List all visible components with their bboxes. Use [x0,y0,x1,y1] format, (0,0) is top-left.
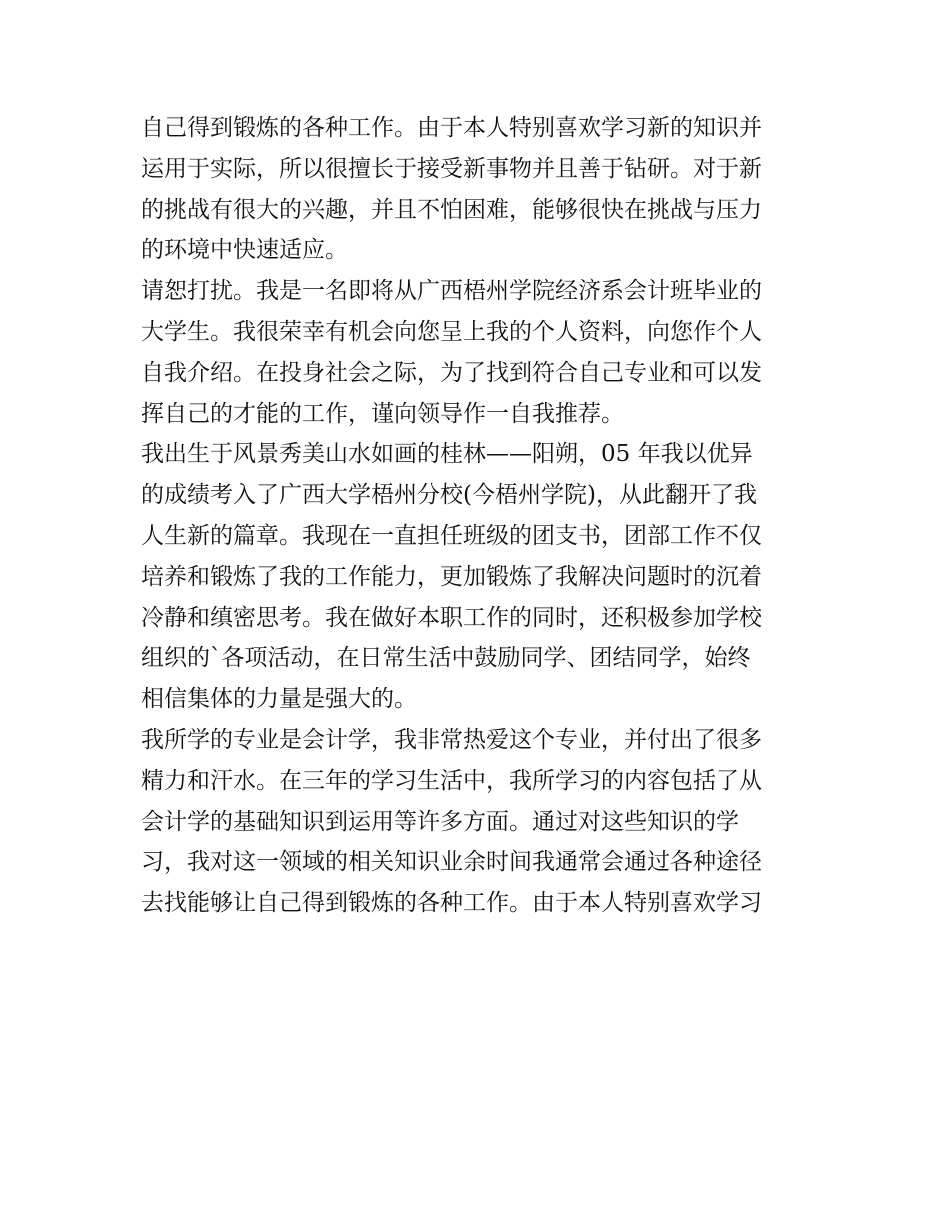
text-line-18: 会计学的基础知识到运用等许多方面。通过对这些知识的学 [141,808,739,835]
text-line-2: 运用于实际，所以很擅长于接受新事物并且善于钻研。对于新 [141,155,762,182]
text-line-9: 我出生于风景秀美山水如画的桂林——阳朔，05 年我以优异 [141,441,753,468]
text-line-11: 人生新的篇章。我现在一直担任班级的团支书，团部工作不仅 [141,522,762,549]
text-line-3: 的挑战有很大的兴趣，并且不怕困难，能够很快在挑战与压力 [141,196,762,223]
text-line-13: 冷静和缜密思考。我在做好本职工作的同时，还积极参加学校 [141,604,762,631]
text-line-6: 大学生。我很荣幸有机会向您呈上我的个人资料，向您作个人 [141,318,762,345]
text-line-8: 挥自己的才能的工作，谨向领导作一自我推荐。 [141,400,624,427]
text-line-19: 习，我对这一领域的相关知识业余时间我通常会通过各种途径 [141,849,762,876]
text-line-10: 的成绩考入了广西大学梧州分校(今梧州学院)，从此翻开了我 [141,482,757,509]
text-line-17: 精力和汗水。在三年的学习生活中，我所学习的内容包括了从 [141,767,762,794]
text-line-16: 我所学的专业是会计学，我非常热爱这个专业，并付出了很多 [141,726,762,753]
text-line-15: 相信集体的力量是强大的。 [141,686,417,713]
text-line-1: 自己得到锻炼的各种工作。由于本人特别喜欢学习新的知识并 [141,115,762,141]
body-text [141,108,821,924]
text-line-14: 组织的`各项活动，在日常生活中鼓励同学、团结同学，始终 [141,645,751,672]
text-line-7: 自我介绍。在投身社会之际，为了找到符合自己专业和可以发 [141,359,762,386]
text-line-4: 的环境中快速适应。 [141,237,348,264]
text-line-20: 去找能够让自己得到锻炼的各种工作。由于本人特别喜欢学习 [141,890,762,917]
text-line-5: 请恕打扰。我是一名即将从广西梧州学院经济系会计班毕业的 [141,278,762,305]
text-line-12: 培养和锻炼了我的工作能力，更加锻炼了我解决问题时的沉着 [141,563,762,590]
